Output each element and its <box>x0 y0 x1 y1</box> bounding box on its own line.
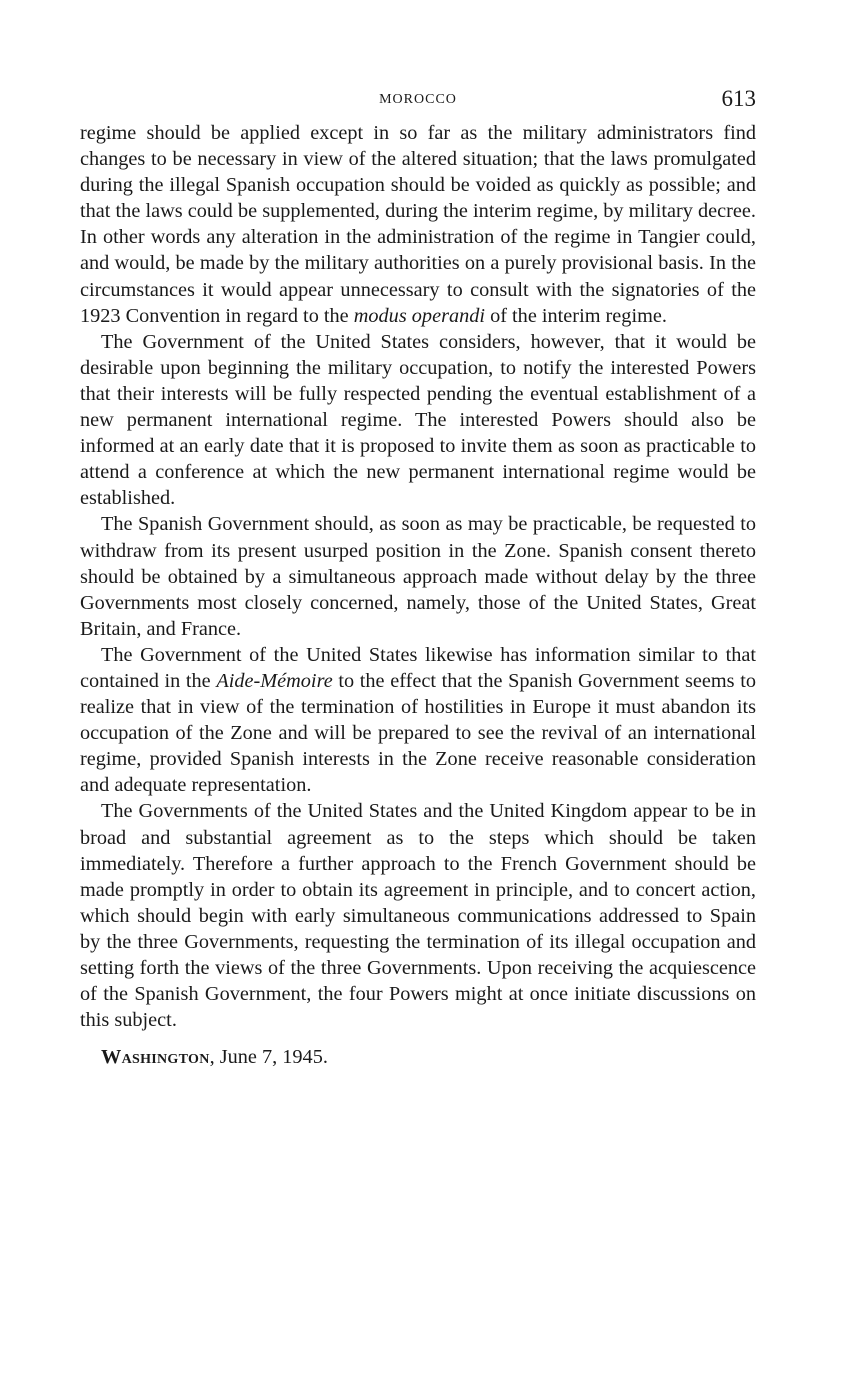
paragraph-aide-memoire <box>80 642 756 799</box>
paragraph-notify-powers: The Government of the United States considers, however, that it would be desirable upon beginning the military occupation, to notify the interested Powers that their interests will be fully respected pending the eventual establishment of a new permanent international regime. The interested Powers should also be informed at an early date that it is proposed to invite them as soon as practicable to attend a conference at which the new permanent international regime would be established. <box>80 330 756 510</box>
document-body <box>80 120 756 1033</box>
document-page <box>80 86 756 1070</box>
running-title: MOROCCO <box>379 92 457 107</box>
page-number: 613 <box>721 86 756 111</box>
paragraph-text: to the effect that the Spanish Government seems to realize that in view of the termination of hostilities in Europe it must abandon its occupation of the Zone and will be prepared to see the revival of an international regime, provided Spanish interests in the Zone receive reasonable consideration and adequate representation. <box>80 669 756 797</box>
signature-line <box>80 1044 756 1070</box>
paragraph-continued <box>80 120 756 329</box>
signature-place: Washington <box>101 1046 210 1069</box>
paragraph-text: of the interim regime. <box>485 304 667 327</box>
signature-date: , June 7, 1945. <box>209 1046 328 1069</box>
italic-term-modus-operandi: modus operandi <box>353 304 486 327</box>
italic-term-aide-memoire: Aide-Mémoire <box>216 669 333 692</box>
paragraph-further-approach: The Governments of the United States and the United Kingdom appear to be in broad and substantial agreement as to the steps which should be taken immediately. Therefore a further approach to the French Government should be made promptly in order to obtain its agreement in principle, and to concert action, which should begin with early simultaneous communications addressed to Spain by the three Governments, requesting the termination of its illegal occupation and setting forth the views of the three Governments. Upon receiving the acquiescence of the Spanish Government, the four Powers might at once initiate discussions on this subject. <box>80 800 756 1032</box>
paragraph-text: The Government of the United States likewise has information similar to that contained in the <box>80 643 756 692</box>
running-head <box>80 86 756 120</box>
paragraph-text: regime should be applied except in so far as the military administrators find changes to be necessary in view of the altered situation; that the laws promulgated during the illegal Spanish occupation should be voided as quickly as possible; and that the laws could be supplemented, during the interim regime, by military decree. In other words any alteration in the administration of the regime in Tangier could, and would, be made by the military authorities on a purely provisional basis. In the circumstances it would appear unnecessary to consult with the signatories of the 1923 Convention in regard to the <box>80 122 756 327</box>
paragraph-spanish-withdrawal: The Spanish Government should, as soon as may be practicable, be requested to withdraw from its present usurped position in the Zone. Spanish consent thereto should be obtained by a simultaneous approach made without delay by the three Governments most closely concerned, namely, those of the United States, Great Britain, and France. <box>80 513 756 640</box>
